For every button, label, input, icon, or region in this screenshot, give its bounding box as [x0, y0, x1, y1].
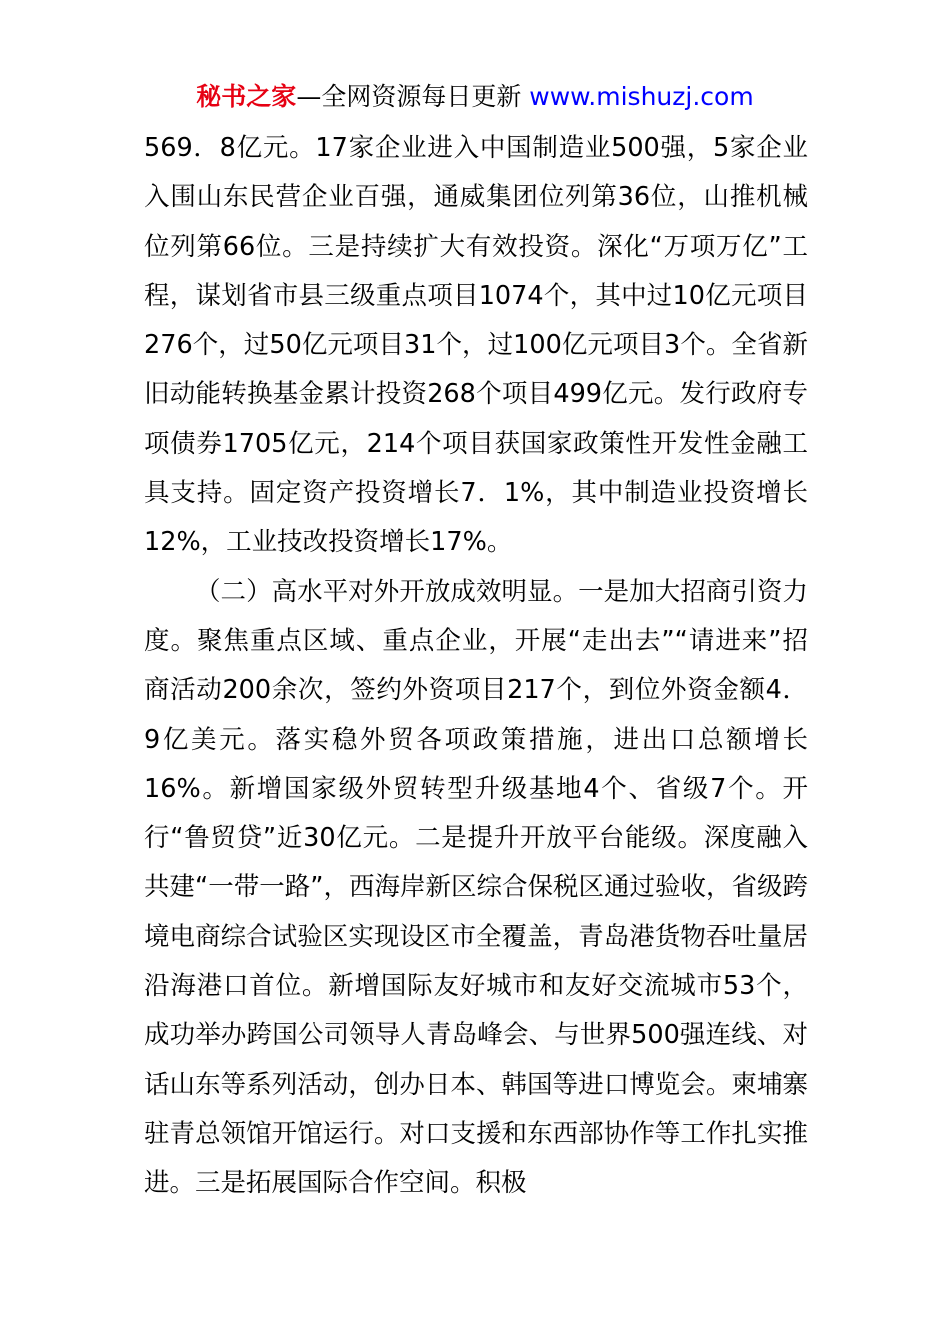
body-paragraph-section-2: （二）高水平对外开放成效明显。一是加大招商引资力度。聚焦重点区域、重点企业，开展“走出去”“请进来”招商活动200余次，签约外资项目217个，到位外资金额4．9亿美元。落实稳外贸各项政策措施，进出口总额增长16%。新增国家级外贸转型升级基地4个、省级7个。开行“鲁贸贷”近30亿元。二是提升开放平台能级。深度融入共建“一带一路”，西海岸新区综合保税区通过验收，省级跨境电商综合试验区实现设区市全覆盖，青岛港货物吞吐量居沿海港口首位。新增国际友好城市和友好交流城市53个，成功举办跨国公司领导人青岛峰会、与世界500强连线、对话山东等系列活动，创办日本、韩国等进口博览会。柬埔寨驻青总领馆开馆运行。对口支援和东西部协作等工作扎实推进。三是拓展国际合作空间。积极	[144, 576, 808, 1199]
body-paragraph-continued: 569．8亿元。17家企业进入中国制造业500强，5家企业入围山东民营企业百强，通威集团位列第36位，山推机械位列第66位。三是持续扩大有效投资。深化“万项万亿”工程，谋划省市县三级重点项目1074个，其中过10亿元项目276个，过50亿元项目31个，过100亿元项目3个。全省新旧动能转换基金累计投资268个项目499亿元。发行政府专项债券1705亿元，214个项目获国家政策性开发性金融工具支持。固定资产投资增长7．1%，其中制造业投资增长12%，工业技改投资增长17%。	[144, 133, 808, 558]
page-header	[0, 80, 950, 114]
site-slogan: —全网资源每日更新	[296, 82, 530, 111]
site-url-link[interactable]: www.mishuzj.com	[529, 82, 754, 111]
site-brand-name: 秘书之家	[196, 82, 297, 111]
document-body	[144, 124, 808, 1209]
